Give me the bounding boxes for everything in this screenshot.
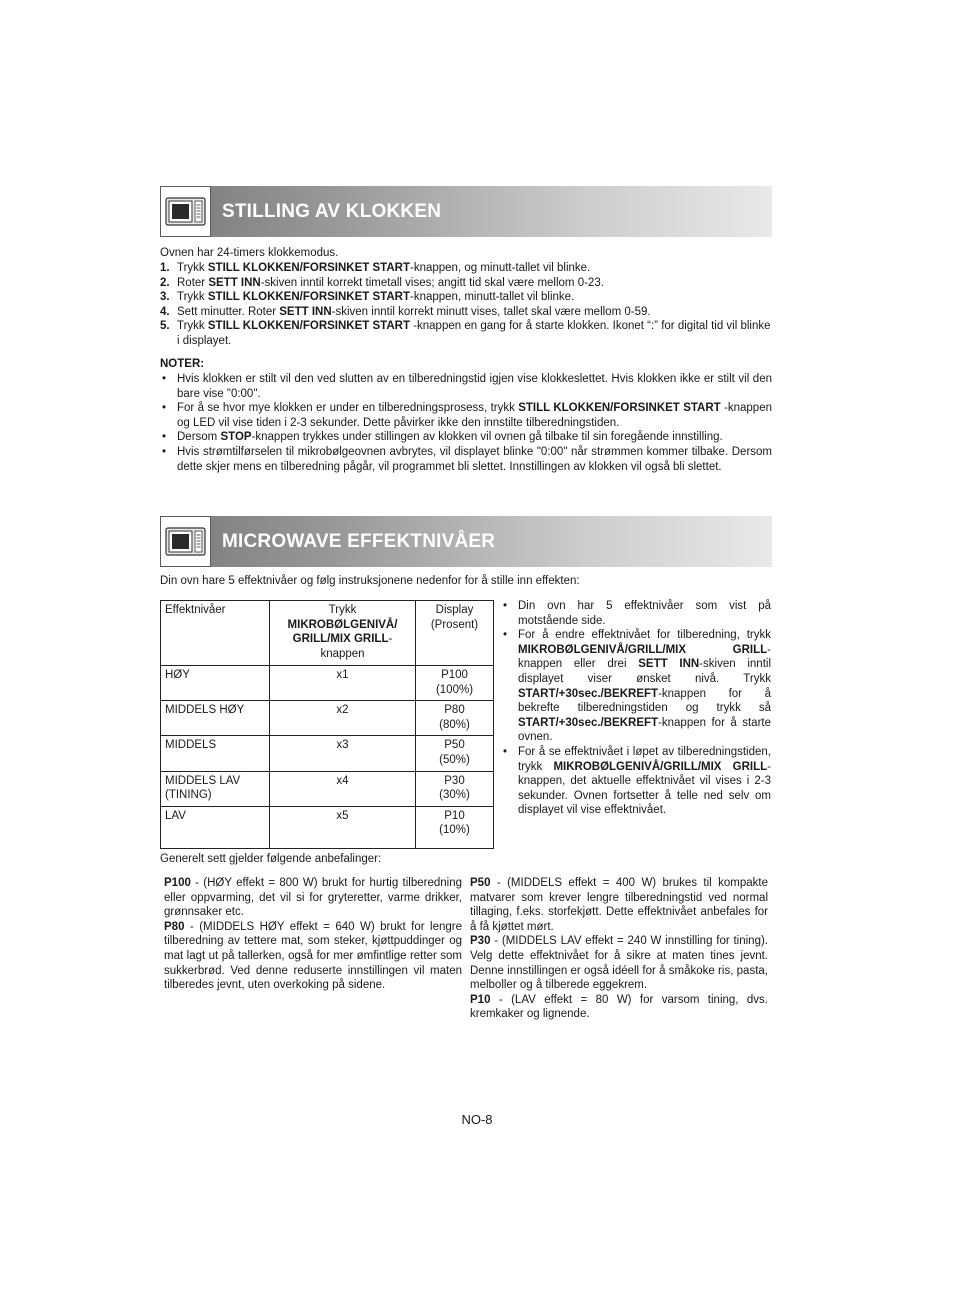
cell-press: x4 [270, 771, 416, 806]
bold-text: MIKROBØLGENIVÅ/GRILL/MIX GRILL [553, 760, 768, 773]
text-run: -knappen for å starte ovnen. [518, 716, 771, 744]
step-number: 2. [160, 276, 170, 289]
step-number: 1. [160, 262, 170, 274]
text-run: -knappen og LED vil vise tiden i 2-3 sekunder. Dette påvirker ikke den innstilte tilberedningstiden. [177, 402, 772, 429]
power-note-item [501, 599, 771, 628]
bold-text: STILL KLOKKEN/FORSINKET START [518, 402, 721, 415]
bold-text: START/+30sec./BEKREFT [518, 687, 659, 700]
cell-press: x2 [270, 701, 416, 736]
step-item [160, 319, 772, 348]
display-percent: (50%) [439, 753, 470, 766]
microwave-icon [160, 516, 211, 567]
bold-text: START/+30sec./BEKREFT [518, 716, 659, 729]
section-title-power: MICROWAVE EFFEKTNIVÅER [222, 531, 496, 552]
cell-display [416, 666, 494, 701]
header-press-line3: knappen [320, 647, 365, 660]
text-run: - (MIDDELS HØY effekt = 640 W) brukt for lengre tilberedning av tettere mat, som steker, kjøttpuddinger og mat lagt ut på tallerken, også for mer ømfintlige retter som sukkerbrød. Ved denne reduserte innstillingen vil maten tilberedes jevnt, uten overkoking på sidene. [164, 920, 462, 992]
recommendation-paragraph [164, 876, 462, 920]
cell-level: MIDDELS [161, 736, 270, 771]
notes-heading: NOTER: [160, 358, 205, 370]
header-press-line1: Trykk [328, 604, 357, 616]
text-run: For å se effektnivået i løpet av tilberedningstiden, trykk [518, 745, 771, 773]
text-run: -knappen trykkes under stillingen av klokken vil ovnen gå tilbake til sin foregående innstilling. [251, 431, 723, 444]
cell-level: MIDDELS LAV (TINING) [161, 771, 270, 806]
table-row [161, 666, 494, 701]
note-item [160, 372, 772, 401]
text-run: - (HØY effekt = 800 W) brukt for hurtig tilberedning eller oppvarming, det vil si for gryteretter, varme drikker, grønnsaker etc. [164, 877, 462, 919]
header-level: Effektnivåer [161, 601, 270, 666]
table-row [161, 736, 494, 771]
step-number: 4. [160, 305, 170, 318]
recommend-right-column [470, 876, 768, 1022]
cell-level: HØY [161, 666, 270, 701]
power-note-item [501, 628, 771, 745]
bullet-icon: • [162, 431, 167, 444]
display-percent: (80%) [439, 718, 470, 731]
bold-text: STOP [220, 431, 252, 444]
cell-display [416, 806, 494, 848]
display-code: P100 [441, 669, 468, 681]
text-run: For å endre effektnivået for tilberedning, trykk [518, 629, 771, 642]
note-item [160, 430, 772, 445]
display-percent: (10%) [439, 824, 470, 837]
text-run: Sett minutter. Roter [177, 305, 280, 318]
display-code: P50 [444, 739, 465, 752]
text-run: - (MIDDELS LAV effekt = 240 W innstilling for tining). Velg dette effektnivået for å sikre at maten tines jevnt. Denne innstillingen er også idéell for å småkoke ris, pasta, melboller og å tilberede eggekrem. [470, 935, 768, 992]
bullet-icon: • [162, 402, 167, 415]
clock-intro: Ovnen har 24-timers klokkemodus. [160, 247, 339, 259]
text-run: Din ovn har 5 effektnivåer som vist på motstående side. [518, 600, 771, 627]
bullet-icon: • [162, 373, 167, 385]
text-run: -knappen for å bekrefte tilberedningstiden og trykk så [518, 687, 771, 715]
display-code: P80 [444, 704, 465, 717]
cell-display [416, 736, 494, 771]
bold-text: P80 [164, 920, 185, 933]
bullet-icon: • [503, 745, 508, 758]
clock-steps-list [160, 261, 772, 349]
bullet-icon: • [503, 629, 508, 642]
cell-display [416, 771, 494, 806]
text-run: Hvis strømtilførselen til mikrobølgeovnen avbrytes, vil displayet blinke "0:00" når strømmen kommer tilbake. Dersom dette skjer mens en tilberedning pågår, vil programmet bli slettet. Innstillingen av klokken vil også bli slettet. [177, 445, 772, 473]
recommend-intro: Generelt sett gjelder følgende anbefalinger: [160, 853, 382, 865]
recommendation-paragraph [470, 934, 768, 992]
power-intro: Din ovn hare 5 effektnivåer og følg instruksjonene nedenfor for å stille inn effekten: [160, 575, 580, 587]
text-run: For å se hvor mye klokken er under en tilberedningsprosess, trykk [177, 402, 519, 415]
text-run: -knappen, minutt-tallet vil blinke. [409, 291, 575, 304]
step-item [160, 276, 772, 291]
cell-level: MIDDELS HØY [161, 701, 270, 736]
step-item [160, 261, 772, 276]
table-row [161, 806, 494, 848]
bold-text: STILL KLOKKEN/FORSINKET START [207, 262, 410, 274]
power-level-table [160, 600, 494, 849]
recommendation-paragraph [470, 993, 768, 1022]
bold-text: MIKROBØLGENIVÅ/GRILL/MIX GRILL [518, 643, 768, 656]
cell-level: LAV [161, 806, 270, 848]
recommendation-paragraph [164, 920, 462, 993]
text-run: Trykk [177, 262, 208, 274]
table-row [161, 701, 494, 736]
step-item [160, 290, 772, 305]
text-run: Trykk [177, 291, 208, 304]
bold-text: P30 [470, 935, 491, 948]
power-notes-list [501, 599, 771, 818]
page-number: NO-8 [461, 1112, 493, 1127]
text-run: -knappen eller drei [518, 643, 771, 671]
display-percent: (30%) [439, 789, 470, 802]
recommendation-paragraph [470, 876, 768, 934]
text-run: - (LAV effekt = 80 W) for varsom tining, dvs. kremkaker og lignende. [470, 993, 768, 1021]
bold-text: SETT INN [279, 305, 332, 318]
power-note-item [501, 745, 771, 818]
text-run: -knappen, og minutt-tallet vil blinke. [409, 262, 591, 274]
step-number: 5. [160, 320, 170, 333]
cell-display [416, 701, 494, 736]
bold-text: SETT INN [208, 276, 261, 289]
bold-text: P10 [470, 993, 491, 1006]
cell-press: x3 [270, 736, 416, 771]
text-run: -knappen, det aktuelle effektnivået vil vises i 2-3 sekunder. Ovnen fortsetter å telle ned selv om displayet vil vise effektnivået. [518, 760, 771, 817]
cell-press: x5 [270, 806, 416, 848]
header-press-dash: - [388, 633, 393, 646]
section-header-clock [160, 186, 772, 237]
bold-text: SETT INN [638, 658, 700, 671]
microwave-icon [160, 186, 211, 237]
display-percent: (100%) [435, 683, 474, 696]
bold-text: STILL KLOKKEN/FORSINKET START [207, 291, 410, 304]
step-item [160, 305, 772, 320]
bold-text: P100 [164, 877, 191, 889]
display-code: P10 [444, 809, 465, 822]
bullet-icon: • [162, 445, 167, 458]
recommend-left-column [164, 876, 462, 993]
text-run: Hvis klokken er stilt vil den ved slutten av en tilberedningstid igjen vise klokkeslettet. Hvis klokken ikke er stilt vil den bare vise "0:00". [177, 373, 772, 400]
text-run: Roter [177, 276, 209, 289]
table-row [161, 771, 494, 806]
header-display: Display (Prosent) [416, 601, 494, 666]
bullet-icon: • [503, 600, 508, 612]
text-run: - (MIDDELS effekt = 400 W) brukes til kompakte matvarer som krever lengre tilberedningstid ved normal tillaging, f.eks. storfekjøtt. Dette effektnivået anbefales for å få kjøttet mørt. [470, 877, 768, 933]
note-item [160, 445, 772, 474]
step-number: 3. [160, 291, 170, 304]
text-run: -skiven inntil korrekt timetall vises; angitt tid skal være mellom 0-23. [260, 276, 604, 289]
note-item [160, 401, 772, 430]
text-run: -knappen en gang for å starte klokken. Ikonet “:” for digital tid vil blinke i displayet. [177, 320, 771, 347]
bold-text: STILL KLOKKEN/FORSINKET START [207, 320, 410, 333]
text-run: -skiven inntil displayet viser ønsket nivå. Trykk [518, 658, 772, 685]
section-title-clock: STILLING AV KLOKKEN [222, 201, 442, 222]
header-press [270, 601, 416, 666]
table-header-row [161, 601, 494, 666]
notes-list [160, 372, 772, 474]
text-run: Dersom [177, 431, 221, 444]
bold-text: P50 [470, 877, 491, 889]
cell-press: x1 [270, 666, 416, 701]
text-run: Trykk [177, 320, 208, 333]
header-press-button: MIKROBØLGENIVÅ/ GRILL/MIX GRILL [287, 618, 398, 646]
text-run: -skiven inntil korrekt minutt vises, tallet skal være mellom 0-59. [331, 305, 651, 318]
section-header-power [160, 516, 772, 567]
display-code: P30 [444, 774, 465, 787]
